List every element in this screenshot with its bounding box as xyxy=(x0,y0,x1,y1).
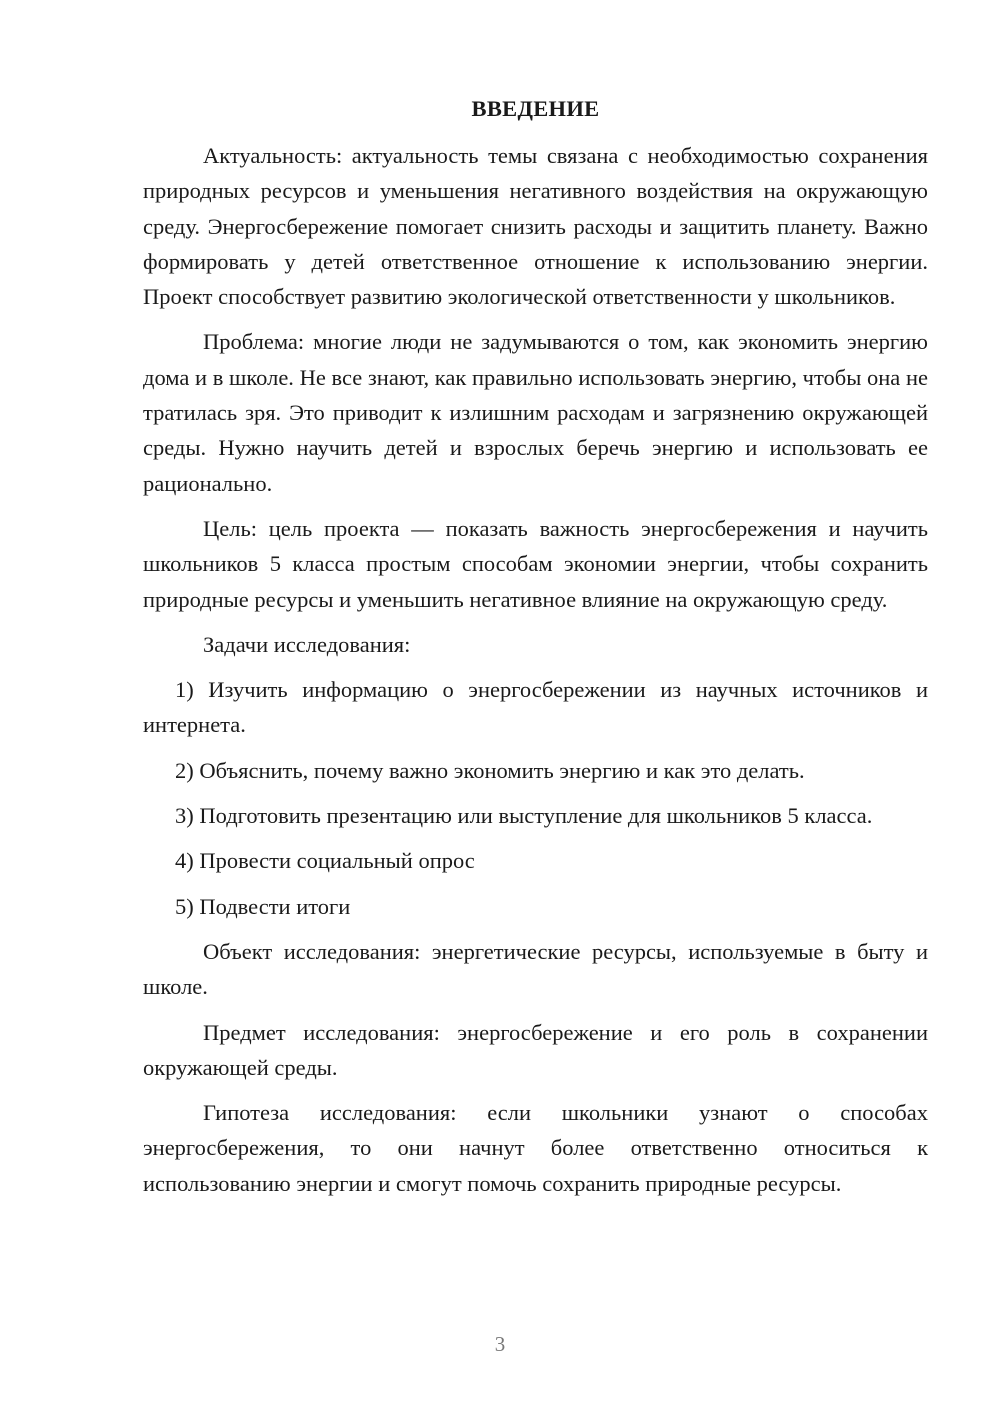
document-title: ВВЕДЕНИЕ xyxy=(471,96,600,121)
tasks-heading: Задачи исследования: xyxy=(203,631,411,657)
hypothesis-paragraph: Гипотеза исследования: если школьники узнают о способах энергосбережения, то они начнут более ответственно относиться к использованию энергии и смогут помочь сохранить природные ресурсы. xyxy=(143,1100,928,1196)
task-item: 4) Провести социальный опрос xyxy=(175,848,475,874)
page-number: 3 xyxy=(494,1332,506,1356)
task-item: 2) Объяснить, почему важно экономить энергию и как это делать. xyxy=(175,757,805,783)
document-page xyxy=(143,92,928,1211)
problem-paragraph: Проблема: многие люди не задумываются о том, как экономить энергию дома и в школе. Не все знают, как правильно использовать энергию, чтобы она не тратилась зря. Это приводит к излишним расходам и загрязнению окружающей среды. Нужно научить детей и взрослых беречь энергию и использовать ее рационально. xyxy=(143,329,928,496)
object-paragraph: Объект исследования: энергетические ресурсы, используемые в быту и школе. xyxy=(143,938,928,1000)
subject-paragraph: Предмет исследования: энергосбережение и его роль в сохранении окружающей среды. xyxy=(143,1019,928,1080)
task-item: 3) Подготовить презентацию или выступление для школьников 5 класса. xyxy=(175,803,873,829)
relevance-paragraph: Актуальность: актуальность темы связана с необходимостью сохранения природных ресурсов и уменьшения негативного воздействия на окружающую среду. Энергосбережение помогает снизить расходы и защитить планету. Важно формировать у детей ответственное отношение к использованию энергии. Проект способствует развитию экологической ответственности у школьников. xyxy=(143,143,928,310)
task-item: 1) Изучить информацию о энергосбережении из научных источников и интернета. xyxy=(143,677,928,738)
goal-paragraph: Цель: цель проекта — показать важность энергосбережения и научить школьников 5 класса простым способам экономии энергии, чтобы сохранить природные ресурсы и уменьшить негативное влияние на окружающую среду. xyxy=(143,515,928,612)
task-item: 5) Подвести итоги xyxy=(175,893,351,919)
